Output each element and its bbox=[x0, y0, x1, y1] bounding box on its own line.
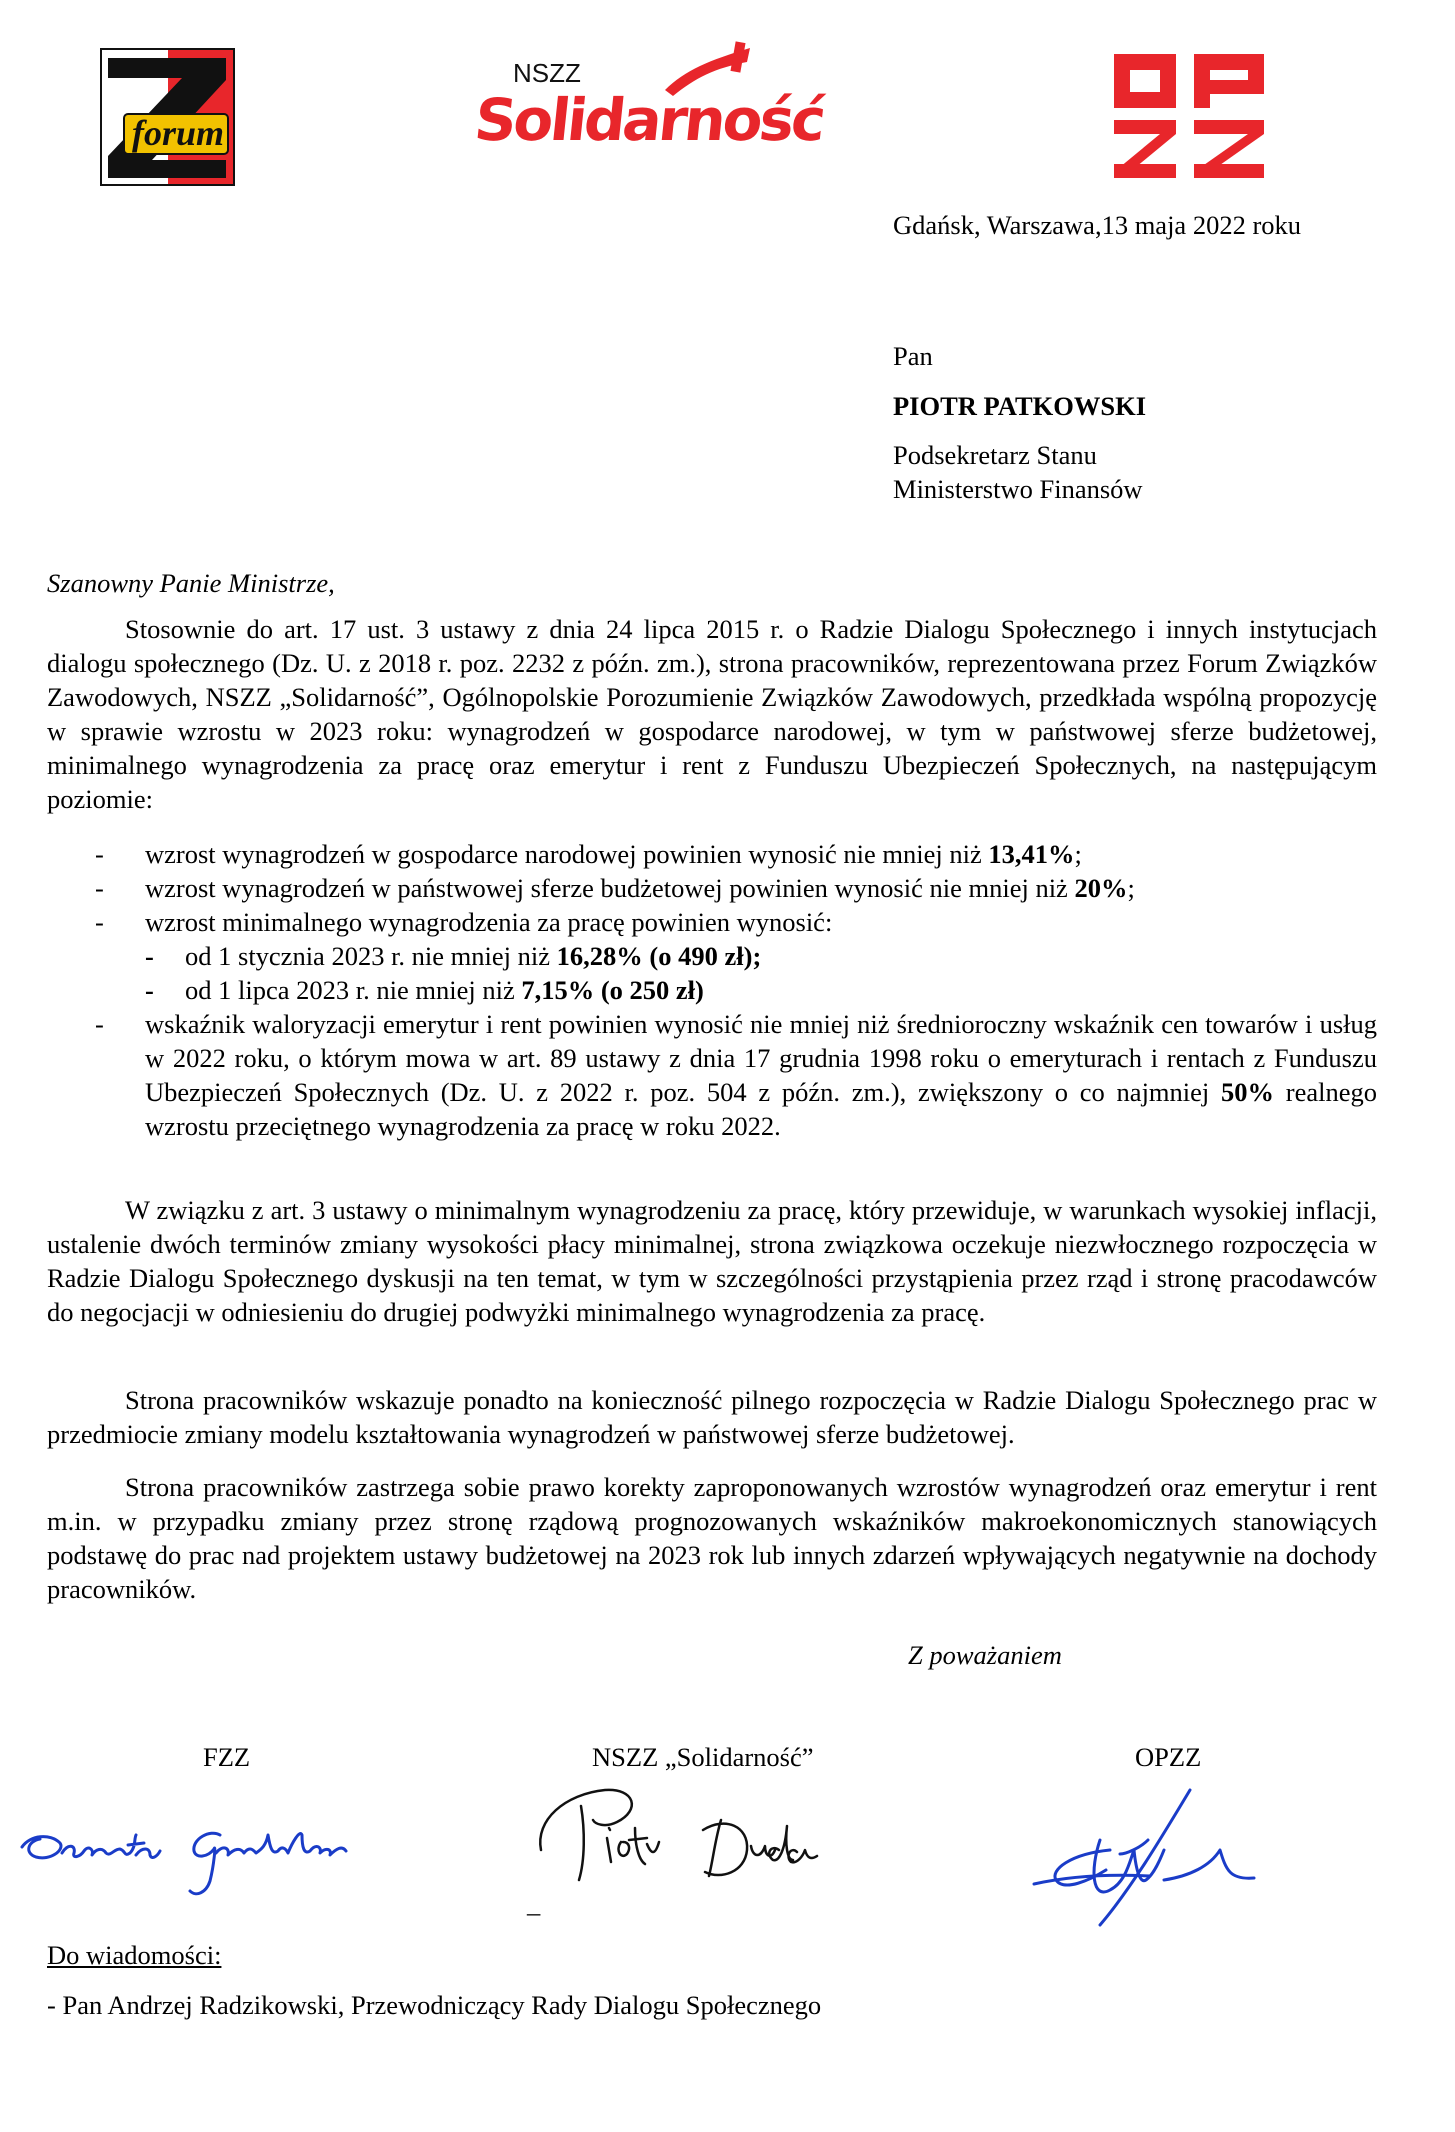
place-date: Gdańsk, Warszawa,13 maja 2022 roku bbox=[893, 210, 1302, 240]
fzz-forum-logo bbox=[100, 48, 235, 186]
value-minimum-wage-july: 7,15% (o 250 zł) bbox=[521, 975, 704, 1005]
proposal-list bbox=[95, 837, 1377, 1143]
value-pension-indexation: 50% bbox=[1221, 1077, 1275, 1107]
list-item: - wzrost wynagrodzeń w gospodarce narodowej powinien wynosić nie mniej niż 13,41%; bbox=[95, 839, 1082, 869]
solidarnosc-logo-text: Solidarność bbox=[471, 86, 827, 154]
paragraph-1 bbox=[47, 612, 1377, 816]
recipient-block bbox=[893, 338, 1146, 506]
fzz-forum-logo-text: forum bbox=[132, 113, 225, 153]
paragraph-2-text: W związku z art. 3 ustawy o minimalnym wynagrodzeniu za pracę, który przewiduje, w warunkach wysokiej inflacji, ustalenie dwóch terminów zmiany wysokości płacy minimalnej, strona związkowa oczekuje niezwłocznego rozpoczęcia w Radzie Dialogu Społecznego dyskusji na ten temat, w tym w szczególności przystąpienia przez rząd i stronę pracodawców do negocjacji w odniesieniu do drugiej podwyżki minimalnego wynagrodzenia za pracę. bbox=[47, 1195, 1377, 1327]
opzz-logo bbox=[1110, 48, 1270, 183]
recipient-position: Podsekretarz Stanu bbox=[893, 440, 1097, 470]
signatory-opzz: OPZZ bbox=[1135, 1742, 1202, 1772]
signatory-fzz: FZZ bbox=[203, 1742, 251, 1772]
signatory-nszz: NSZZ „Solidarność” bbox=[592, 1742, 814, 1772]
paragraph-3 bbox=[47, 1383, 1377, 1451]
recipient-title: Pan bbox=[893, 341, 933, 371]
cc-recipient: - Pan Andrzej Radzikowski, Przewodniczący Rady Dialogu Społecznego bbox=[47, 1990, 822, 2020]
solidarnosc-logo-small-text: NSZZ bbox=[513, 58, 581, 88]
closing: Z poważaniem bbox=[908, 1640, 1062, 1670]
salutation: Szanowny Panie Ministrze, bbox=[47, 568, 335, 598]
cc-label: Do wiadomości: bbox=[47, 1940, 222, 1970]
paragraph-4-text: Strona pracowników zastrzega sobie prawo korekty zaproponowanych wzrostów wynagrodzeń oraz emerytur i rent m.in. w przypadku zmiany przez stronę rządową prognozowanych wskaźników makroekonomicznych stanowiących podstawę do prac nad projektem ustawy budżetowej na 2023 rok lub innych zdarzeń wpływających negatywnie na dochody pracowników. bbox=[47, 1472, 1377, 1604]
sub-list-item: - od 1 stycznia 2023 r. nie mniej niż 16,28% (o 490 zł); bbox=[145, 941, 762, 971]
list-item: - wzrost wynagrodzeń w państwowej sferze budżetowej powinien wynosić nie mniej niż 20%; bbox=[95, 873, 1135, 903]
paragraph-3-text: Strona pracowników wskazuje ponadto na konieczność pilnego rozpoczęcia w Radzie Dialogu Społecznego prac w przedmiocie zmiany modelu kształtowania wynagrodzeń w państwowej sferze budżetowej. bbox=[47, 1385, 1377, 1449]
recipient-ministry: Ministerstwo Finansów bbox=[893, 474, 1143, 504]
value-economy-wage-growth: 13,41% bbox=[988, 839, 1075, 869]
solidarnosc-logo bbox=[471, 40, 827, 180]
paragraph-1-text: Stosownie do art. 17 ust. 3 ustawy z dnia 24 lipca 2015 r. o Radzie Dialogu Społecznego i innych instytucjach dialogu społecznego (Dz. U. z 2018 r. poz. 2232 z późn. zm.), strona pracowników, reprezentowana przez Forum Związków Zawodowych, NSZZ „Solidarność”, Ogólnopolskie Porozumienie Związków Zawodowych, przedkłada wspólną propozycję w sprawie wzrostu w 2023 roku: wynagrodzeń w gospodarce narodowej, w tym w państwowej sferze budżetowej, minimalnego wynagrodzenia za pracę oraz emerytur i rent z Funduszu Ubezpieczeń Społecznych, na następującym poziomie: bbox=[47, 614, 1377, 814]
signature-nszz bbox=[535, 1780, 865, 1890]
value-budget-wage-growth: 20% bbox=[1074, 873, 1128, 903]
signature-line: _ bbox=[527, 1888, 541, 1918]
paragraph-4 bbox=[47, 1470, 1377, 1606]
signature-opzz bbox=[1030, 1780, 1260, 1930]
sub-list-item: - od 1 lipca 2023 r. nie mniej niż 7,15% (o 250 zł) bbox=[145, 975, 704, 1005]
value-minimum-wage-january: 16,28% (o 490 zł); bbox=[556, 941, 762, 971]
list-item: - wskaźnik waloryzacji emerytur i rent powinien wynosić nie mniej niż średnioroczny wskaźnik cen towarów i usług w 2022 roku, o którym mowa w art. 89 ustawy z dnia 17 grudnia 1998 roku o emeryturach i rentach z Funduszu Ubezpieczeń Społecznych (Dz. U. z 2022 r. poz. 504 z późn. zm.), zwiększony o co najmniej 50% realnego wzrostu przeciętnego wynagrodzenia za pracę w roku 2022. bbox=[95, 1009, 1377, 1141]
paragraph-2 bbox=[47, 1193, 1377, 1329]
signature-fzz bbox=[10, 1795, 380, 1905]
recipient-name: PIOTR PATKOWSKI bbox=[893, 391, 1147, 421]
list-item: - wzrost minimalnego wynagrodzenia za pracę powinien wynosić: bbox=[95, 907, 833, 937]
